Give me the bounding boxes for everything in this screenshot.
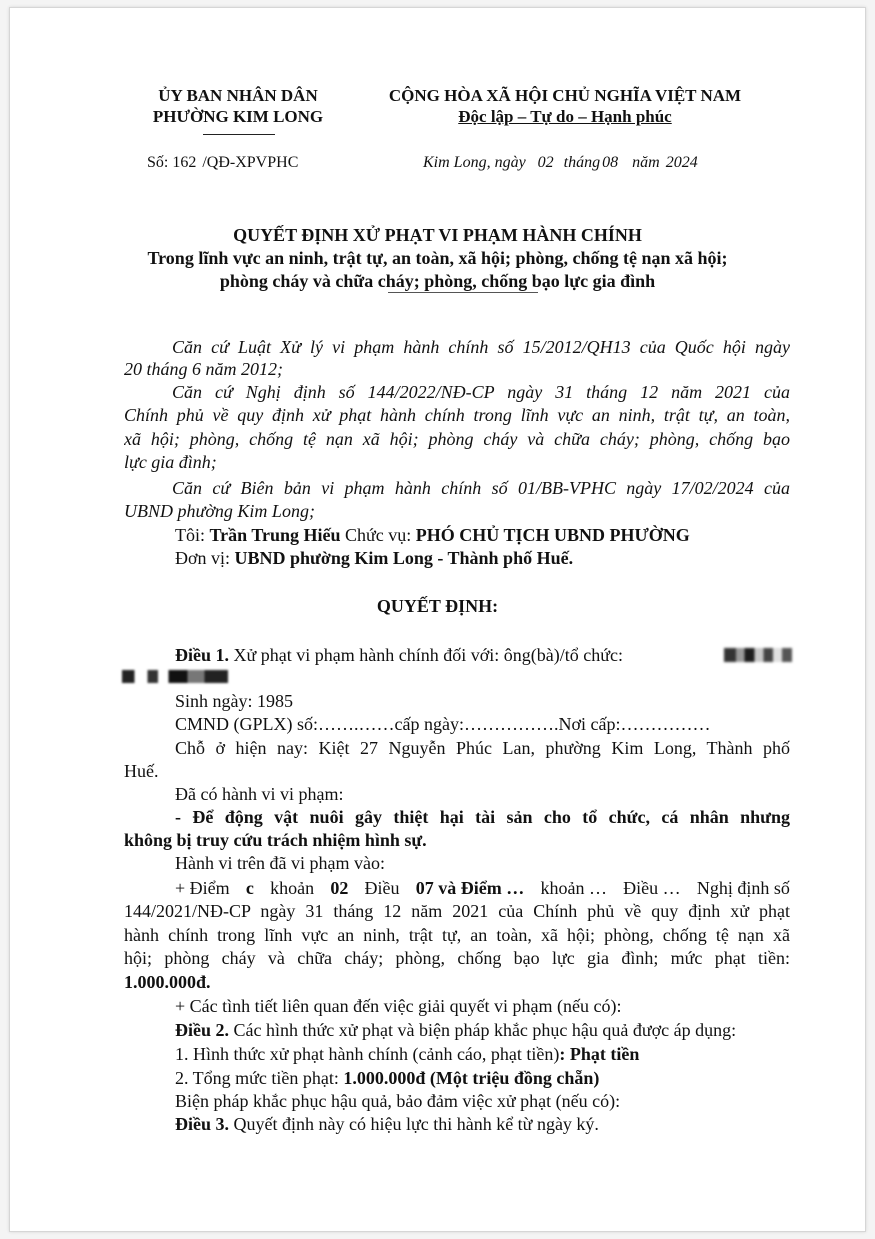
date-year-label: năm bbox=[632, 154, 660, 171]
item2-value: 1.000.000đ (Một triệu đồng chẵn) bbox=[343, 1068, 600, 1088]
violated-intro: Hành vi trên đã vi phạm vào: bbox=[175, 853, 385, 873]
birth-line: Sinh ngày: 1985 bbox=[175, 691, 294, 711]
address-line2: Huế. bbox=[124, 761, 159, 781]
doc-number bbox=[147, 154, 298, 172]
article3-line bbox=[175, 1114, 599, 1135]
basis1-line2: 20 tháng 6 năm 2012; bbox=[124, 359, 283, 379]
article2-line bbox=[175, 1020, 736, 1041]
legal-line2: 144/2021/NĐ-CP ngày 31 tháng 12 năm 2021 của Chính phủ về quy định xử phạt bbox=[124, 901, 790, 921]
doc-title: QUYẾT ĐỊNH XỬ PHẠT VI PHẠM HÀNH CHÍNH bbox=[233, 225, 642, 245]
legal-article: 07 và Điểm … bbox=[415, 878, 525, 898]
signer-line bbox=[175, 525, 690, 546]
signer-name: Trần Trung Hiếu bbox=[209, 525, 341, 545]
doc-subtitle-2: phòng cháy và chữa cháy; phòng, chống bạo lực gia đình bbox=[219, 271, 656, 291]
legal-decree-start: Nghị định số bbox=[696, 878, 790, 898]
unit-line bbox=[175, 548, 573, 569]
legal-plus: + Điểm bbox=[175, 878, 230, 898]
nation-line1: CỘNG HÒA XÃ HỘI CHỦ NGHĨA VIỆT NAM bbox=[388, 86, 742, 105]
signer-position: PHÓ CHỦ TỊCH UBND PHƯỜNG bbox=[415, 525, 690, 545]
redacted-name-part1 bbox=[724, 648, 792, 662]
id-line: CMND (GPLX) số:…….……cấp ngày:…………….Nơi cấp:…………… bbox=[175, 714, 711, 734]
basis3-line2: UBND phường Kim Long; bbox=[124, 501, 315, 521]
address-line1: Chỗ ở hiện nay: Kiệt 27 Nguyễn Phúc Lan, phường Kim Long, Thành phố bbox=[175, 738, 790, 758]
legal-clause-label: khoản bbox=[270, 878, 315, 898]
item2-text: 2. Tổng mức tiền phạt: bbox=[175, 1068, 339, 1088]
legal-article-label: Điều bbox=[364, 878, 400, 898]
related-circumstances: + Các tình tiết liên quan đến việc giải quyết vi phạm (nếu có): bbox=[175, 996, 622, 1016]
article2-label: Điều 2. bbox=[175, 1020, 229, 1040]
doc-subtitle-1: Trong lĩnh vực an ninh, trật tự, an toàn, xã hội; phòng, chống tệ nạn xã hội; bbox=[147, 248, 728, 268]
date-month: 08 bbox=[602, 154, 619, 171]
legal-point: c bbox=[245, 878, 254, 898]
date-month-label: tháng bbox=[563, 154, 601, 171]
doc-number-prefix: Số: bbox=[147, 154, 169, 171]
article3-text: Quyết định này có hiệu lực thi hành kể từ ngày ký. bbox=[233, 1114, 599, 1134]
basis1-line1: Căn cứ Luật Xử lý vi phạm hành chính số 15/2012/QH13 của Quốc hội ngày bbox=[172, 337, 790, 357]
place-date-prefix: Kim Long, ngày bbox=[423, 154, 526, 171]
unit-value: UBND phường Kim Long - Thành phố Huế. bbox=[234, 548, 574, 568]
redacted-name-part2 bbox=[122, 670, 228, 683]
basis3-line1: Căn cứ Biên bản vi phạm hành chính số 01/BB-VPHC ngày 17/02/2024 của bbox=[172, 478, 790, 498]
org-line2: PHƯỜNG KIM LONG bbox=[152, 107, 324, 126]
date-day: 02 bbox=[537, 154, 554, 171]
item1-text: 1. Hình thức xử phạt hành chính (cảnh cáo, phạt tiền) bbox=[175, 1044, 560, 1064]
legal-clause: 02 bbox=[330, 878, 349, 898]
item1-value: : Phạt tiền bbox=[559, 1044, 640, 1064]
basis2-line4: lực gia đình; bbox=[124, 452, 217, 472]
unit-label: Đơn vị: bbox=[175, 548, 231, 568]
violation-line1: - Để động vật nuôi gây thiệt hại tài sản cho tổ chức, cá nhân nhưng bbox=[175, 807, 790, 827]
org-line1: ỦY BAN NHÂN DÂN bbox=[158, 86, 318, 105]
article3-label: Điều 3. bbox=[175, 1114, 229, 1134]
legal-line4: hội; phòng cháy và chữa cháy; phòng, chống bạo lực gia đình; mức phạt tiền: bbox=[124, 948, 790, 968]
position-label: Chức vụ: bbox=[345, 525, 412, 545]
article2-text: Các hình thức xử phạt và biện pháp khắc phục hậu quả được áp dụng: bbox=[233, 1020, 737, 1040]
legal-clause2: khoản … bbox=[540, 878, 607, 898]
date-year: 2024 bbox=[665, 154, 698, 171]
legal-line3: hành chính trong lĩnh vực an ninh, trật tự, an toàn, xã hội; phòng, chống tệ nạn xã bbox=[124, 925, 790, 945]
title-underline bbox=[388, 292, 538, 293]
article1-label: Điều 1. bbox=[175, 645, 229, 665]
violation-line2: không bị truy cứu trách nhiệm hình sự. bbox=[124, 830, 427, 850]
doc-number-value: 162 bbox=[172, 154, 197, 171]
basis2-line1: Căn cứ Nghị định số 144/2022/NĐ-CP ngày 31 tháng 12 năm 2021 của bbox=[172, 382, 790, 402]
basis2-line2: Chính phủ về quy định xử phạt hành chính trong lĩnh vực an ninh, trật tự, an toàn, bbox=[124, 405, 790, 425]
legal-article2: Điều … bbox=[623, 878, 681, 898]
basis2-line3: xã hội; phòng, chống tệ nạn xã hội; phòng cháy và chữa cháy; phòng, chống bạo bbox=[124, 429, 790, 449]
decision-heading: QUYẾT ĐỊNH: bbox=[376, 596, 499, 616]
fine-amount: 1.000.000đ. bbox=[124, 972, 211, 992]
article2-item1 bbox=[175, 1044, 639, 1065]
place-date bbox=[423, 154, 698, 172]
nation-motto: Độc lập – Tự do – Hạnh phúc bbox=[458, 107, 672, 126]
article1-line bbox=[175, 645, 623, 666]
article1-text: Xử phạt vi phạm hành chính đối với: ông(bà)/tổ chức: bbox=[233, 645, 623, 665]
violation-intro: Đã có hành vi vi phạm: bbox=[175, 784, 344, 804]
org-underline bbox=[203, 134, 275, 135]
remedy-line: Biện pháp khắc phục hậu quả, bảo đảm việc xử phạt (nếu có): bbox=[175, 1091, 621, 1111]
doc-number-suffix: /QĐ-XPVPHC bbox=[202, 154, 299, 171]
article2-item2 bbox=[175, 1068, 599, 1089]
legal-line1 bbox=[175, 878, 790, 899]
signer-label: Tôi: bbox=[175, 525, 205, 545]
